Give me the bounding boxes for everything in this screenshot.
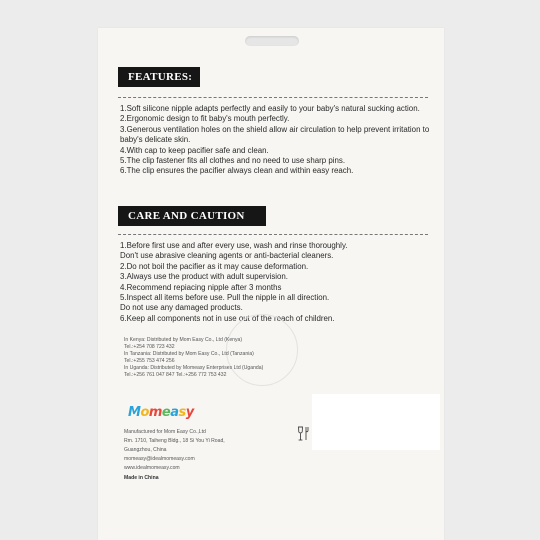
logo-letter: y [185, 405, 194, 420]
manufacturer-line: Guangzhou, China [124, 447, 167, 453]
care-divider [118, 234, 428, 235]
care-item: 2.Do not boil the pacifier as it may cause deformation. [120, 261, 309, 271]
manufacturer-line: Manufactured for Mom Easy Co.,Ltd [124, 429, 206, 435]
feature-item: 4.With cap to keep pacifier safe and clean. [120, 145, 269, 155]
product-card-back [98, 28, 444, 540]
care-item: Do not use any damaged products. [120, 303, 243, 313]
features-heading: FEATURES: [118, 67, 200, 87]
distributor-line: In Tanzania: Distributed by Mom Easy Co., Ltd (Tanzania) [124, 350, 254, 357]
distributor-line: Tel.:+255 753 474 256 [124, 357, 175, 364]
manufacturer-info [124, 428, 284, 483]
feature-item: 3.Generous ventilation holes on the shield allow air circulation to help prevent irritation to baby's delicate skin. [120, 124, 430, 145]
feature-item: 2.Ergonomic design to fit baby's mouth perfectly. [120, 114, 290, 124]
logo-letter: a [170, 405, 179, 420]
barcode-area [312, 394, 440, 450]
hang-hole [245, 36, 299, 46]
care-item: 3.Always use the product with adult supervision. [120, 272, 288, 282]
feature-item: 5.The clip fastener fits all clothes and no need to use sharp pins. [120, 156, 346, 166]
manufacturer-line: momeasy@idealmomeasy.com [124, 456, 195, 462]
care-item: Don't use abrasive cleaning agents or anti-bacterial cleaners. [120, 251, 334, 261]
feature-item: 1.Soft silicone nipple adapts perfectly and easily to your baby's natural sucking action. [120, 104, 420, 113]
care-list [120, 241, 430, 324]
logo-letter: o [140, 405, 149, 420]
manufacturer-line: Rm. 1710, Taiheng Bldg., 18 Si You Yi Road, [124, 438, 225, 444]
logo-letter: M [128, 405, 141, 420]
brand-logo [128, 405, 194, 420]
made-in-label: Made in China [124, 475, 159, 481]
logo-letter: m [148, 405, 162, 420]
care-heading: CARE AND CAUTION [118, 206, 266, 226]
care-item: 1.Before first use and after every use, wash and rinse thoroughly. [120, 241, 348, 250]
features-divider [118, 97, 428, 98]
feature-item: 6.The clip ensures the pacifier always clean and within easy reach. [120, 166, 354, 176]
distributor-line: In Uganda: Distributed by Momeasy Enterprises Ltd (Uganda) [124, 364, 264, 371]
care-item: 5.Inspect all items before use. Pull the nipple in all direction. [120, 293, 330, 303]
distributor-line: Tel.:+256 761 047 847 Tel.:+256 772 753 432 [124, 371, 227, 378]
distributor-info [124, 337, 354, 378]
distributor-line: In Kenya: Distributed by Mom Easy Co., Ltd (Kenya) [124, 337, 243, 343]
features-list [120, 104, 430, 177]
care-item: 4.Recommend repiacing nipple after 3 months [120, 282, 282, 292]
care-item: 6.Keep all components not in use out of the reach of children. [120, 313, 335, 323]
logo-letter: s [178, 405, 186, 420]
logo-letter: e [161, 405, 171, 420]
distributor-line: Tel.:+254 708 723 432 [124, 343, 175, 350]
glass-fork-icon [297, 426, 311, 446]
manufacturer-line: www.idealmomeasy.com [124, 465, 180, 471]
